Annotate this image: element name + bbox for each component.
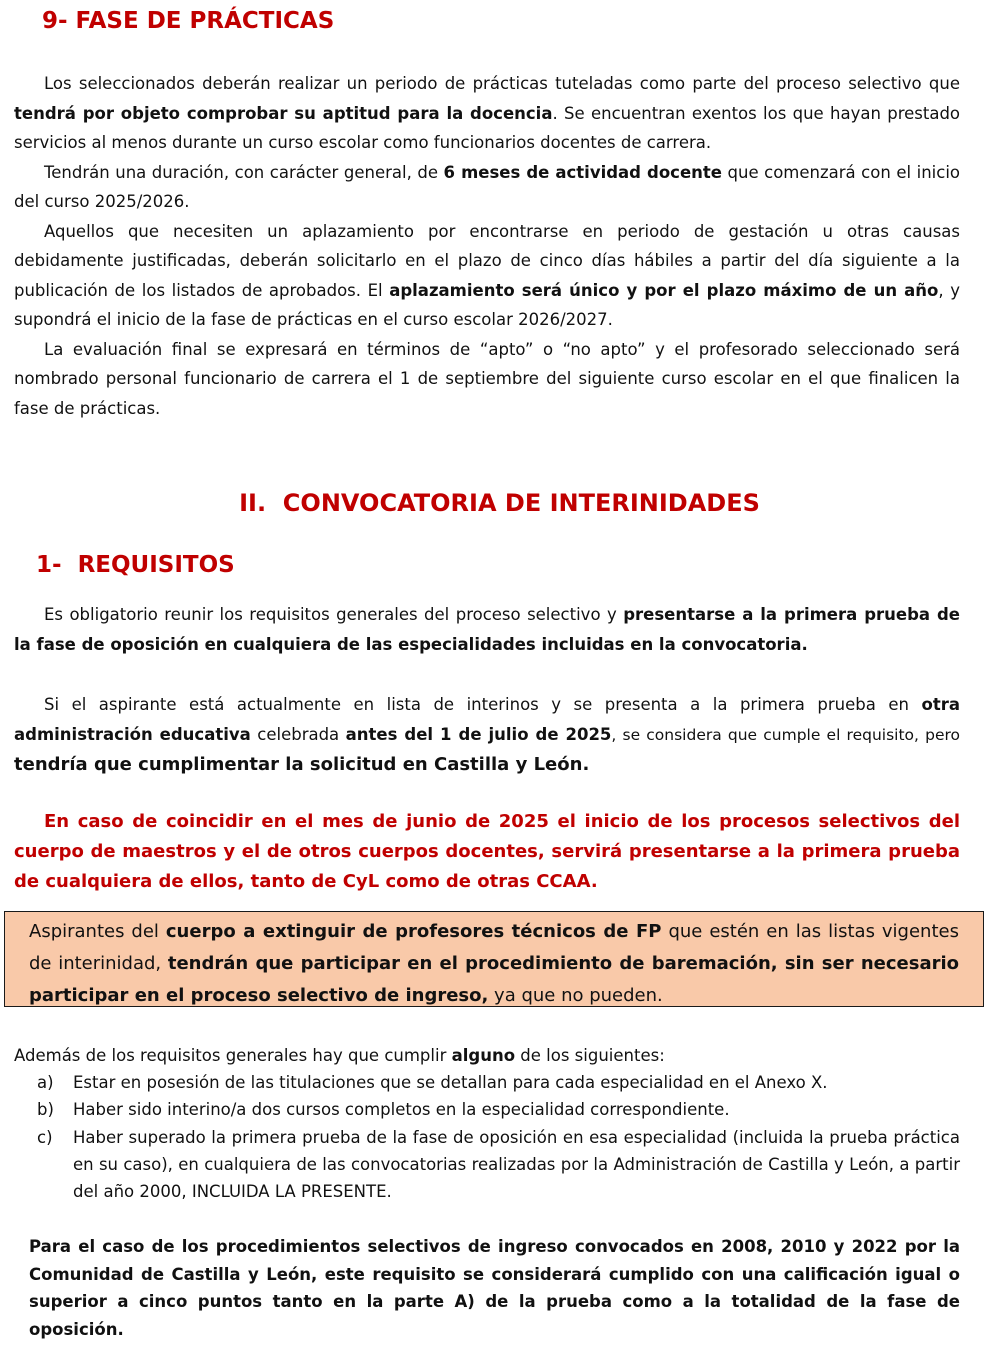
paragraph: Es obligatorio reunir los requisitos generales del proceso selectivo y presentarse a la primera prueba de la fase de oposición en cualquiera de las especialidades incluidas en la convocatoria. [14,605,960,654]
list-intro: Además de los requisitos generales hay que cumplir alguno de los siguientes: [14,1046,665,1065]
paragraph: La evaluación final se expresará en términos de “apto” o “no apto” y el profesorado seleccionado será nombrado personal funcionario de carrera el 1 de septiembre del siguiente curso escolar en el que finalicen la fase de prácticas. [14,339,960,418]
notice-box [4,911,984,1007]
part-heading-interinidades: II. CONVOCATORIA DE INTERINIDADES [239,489,760,517]
requisitos-p2-block [14,690,960,780]
list-item-text: Estar en posesión de las titulaciones que se detallan para cada especialidad en el Anexo X. [73,1073,828,1092]
paragraph: Tendrán una duración, con carácter general, de 6 meses de actividad docente que comenzará con el inicio del curso 2025/2026. [14,162,960,211]
final-note: Para el caso de los procedimientos selectivos de ingreso convocados en 2008, 2010 y 2022 por la Comunidad de Castilla y León, este requisito se considerará cumplido con una calificación igual o superior a cinco puntos tanto en la parte A) de la prueba como a la totalidad de la fase de oposición. [29,1237,960,1339]
paragraph: Si el aspirante está actualmente en lista de interinos y se presenta a la primera prueba en otra administración educativa celebrada antes del 1 de julio de 2025, se considera que cumple el requisito, pero tendría que cumplimentar la solicitud en Castilla y León. [14,695,960,775]
requisitos-p3-block [14,807,960,897]
list-item [15,1124,960,1206]
list-item-label: a) [37,1073,54,1092]
section-heading-requisitos: 1- REQUISITOS [36,552,235,578]
notice-text: Aspirantes del cuerpo a extinguir de profesores técnicos de FP que estén en las listas vigentes de interinidad, tendrán que participar en el procedimiento de baremación, sin ser necesario participar en el proceso selectivo de ingreso, ya que no pueden. [29,921,959,1006]
list-item-label: c) [37,1128,53,1147]
paragraph: Los seleccionados deberán realizar un periodo de prácticas tuteladas como parte del proceso selectivo que tendrá por objeto comprobar su aptitud para la docencia. Se encuentran exentos los que hayan prestado servicios al menos durante un curso escolar como funcionarios docentes de carrera. [14,74,961,152]
requisitos-p1-block [14,600,960,659]
section-heading-fase-practicas: 9- FASE DE PRÁCTICAS [42,8,335,34]
paragraph: Aquellos que necesiten un aplazamiento por encontrarse en periodo de gestación u otras causas debidamente justificadas, deberán solicitarlo en el plazo de cinco días hábiles a partir del día siguiente a la publicación de los listados de aprobados. El aplazamiento será único y por el plazo máximo de un año, y supondrá el inicio de la fase de prácticas en el curso escolar 2026/2027. [14,221,960,329]
list-item-text: Haber superado la primera prueba de la fase de oposición en esa especialidad (incluida la prueba práctica en su caso), en cualquiera de las convocatorias realizadas por la Administración de Castilla y León, a partir del año 2000, INCLUIDA LA PRESENTE. [73,1128,960,1201]
section-9-body [14,69,960,423]
highlight-paragraph: En caso de coincidir en el mes de junio de 2025 el inicio de los procesos selectivos del cuerpo de maestros y el de otros cuerpos docentes, servirá presentarse a la primera prueba de cualquiera de ellos, tanto de CyL como de otras CCAA. [14,811,960,892]
list-item-text: Haber sido interino/a dos cursos completos en la especialidad correspondiente. [73,1100,730,1119]
list-item-label: b) [37,1100,54,1119]
